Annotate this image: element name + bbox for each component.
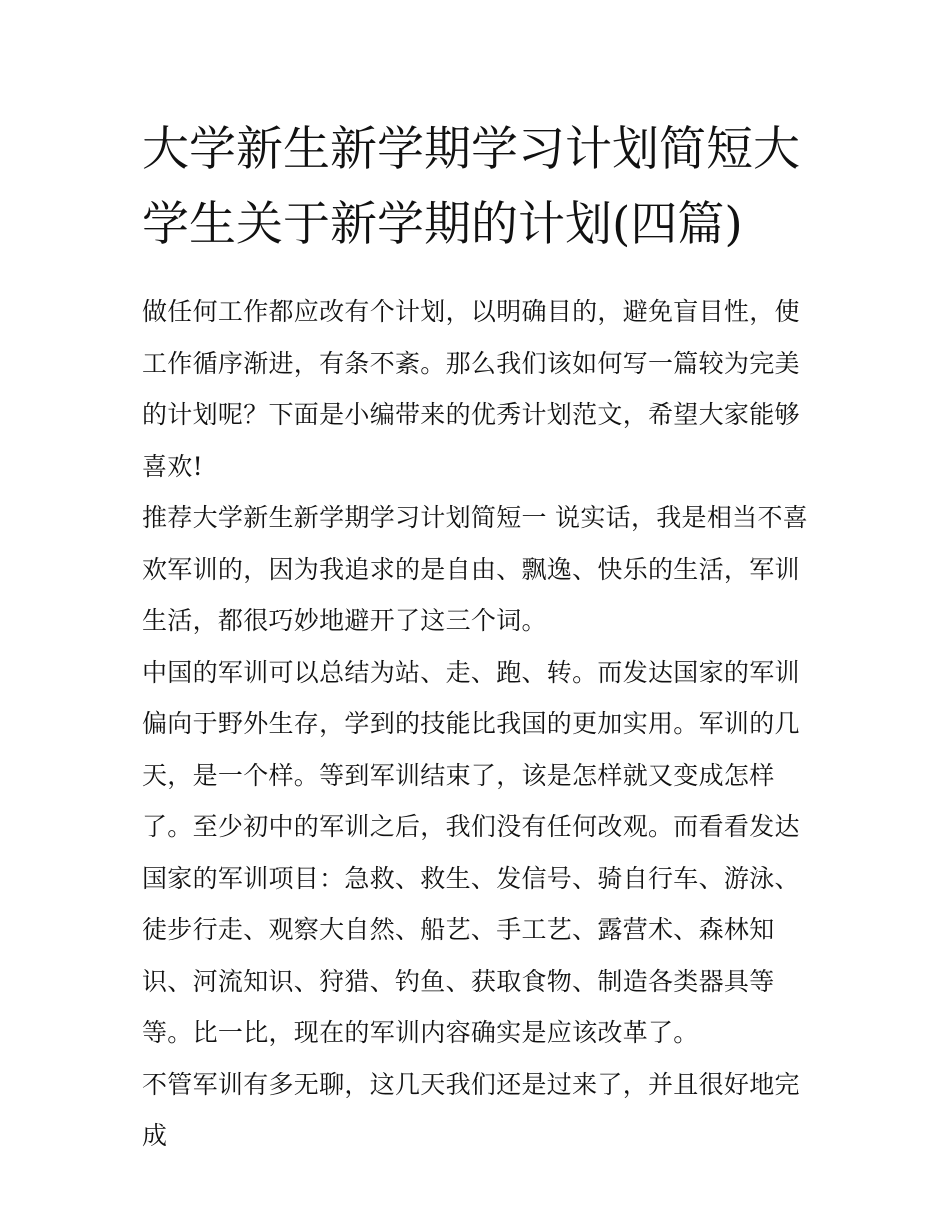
paragraph-recommend: 推荐大学新生新学期学习计划简短一 说实话，我是相当不喜欢军训的，因为我追求的是自由、飘逸、快乐的生活，军训生活，都很巧妙地避开了这三个词。 <box>142 503 809 635</box>
paragraph-intro: 做任何工作都应改有个计划，以明确目的，避免盲目性，使工作循序渐进，有条不紊。那么我们该如何写一篇较为完美的计划呢？下面是小编带来的优秀计划范文，希望大家能够喜欢! <box>142 297 800 481</box>
document-body <box>142 286 814 1162</box>
document-content <box>142 112 814 1162</box>
document-title: 大学新生新学期学习计划简短大学生关于新学期的计划(四篇) <box>142 122 800 252</box>
paragraph-military-training: 中国的军训可以总结为站、走、跑、转。而发达国家的军训偏向于野外生存，学到的技能比我国的更加实用。军训的几天，是一个样。等到军训结束了，该是怎样就又变成怎样了。至少初中的军训之后，我们没有任何改观。而看看发达国家的军训项目：急救、救生、发信号、骑自行车、游泳、徒步行走、观察大自然、船艺、手工艺、露营术、森林知识、河流知识、狩猎、钓鱼、获取食物、制造各类器具等等。比一比，现在的军训内容确实是应该改革了。 <box>142 657 800 1047</box>
paragraph-conclusion: 不管军训有多无聊，这几天我们还是过来了，并且很好地完成 <box>142 1069 800 1150</box>
